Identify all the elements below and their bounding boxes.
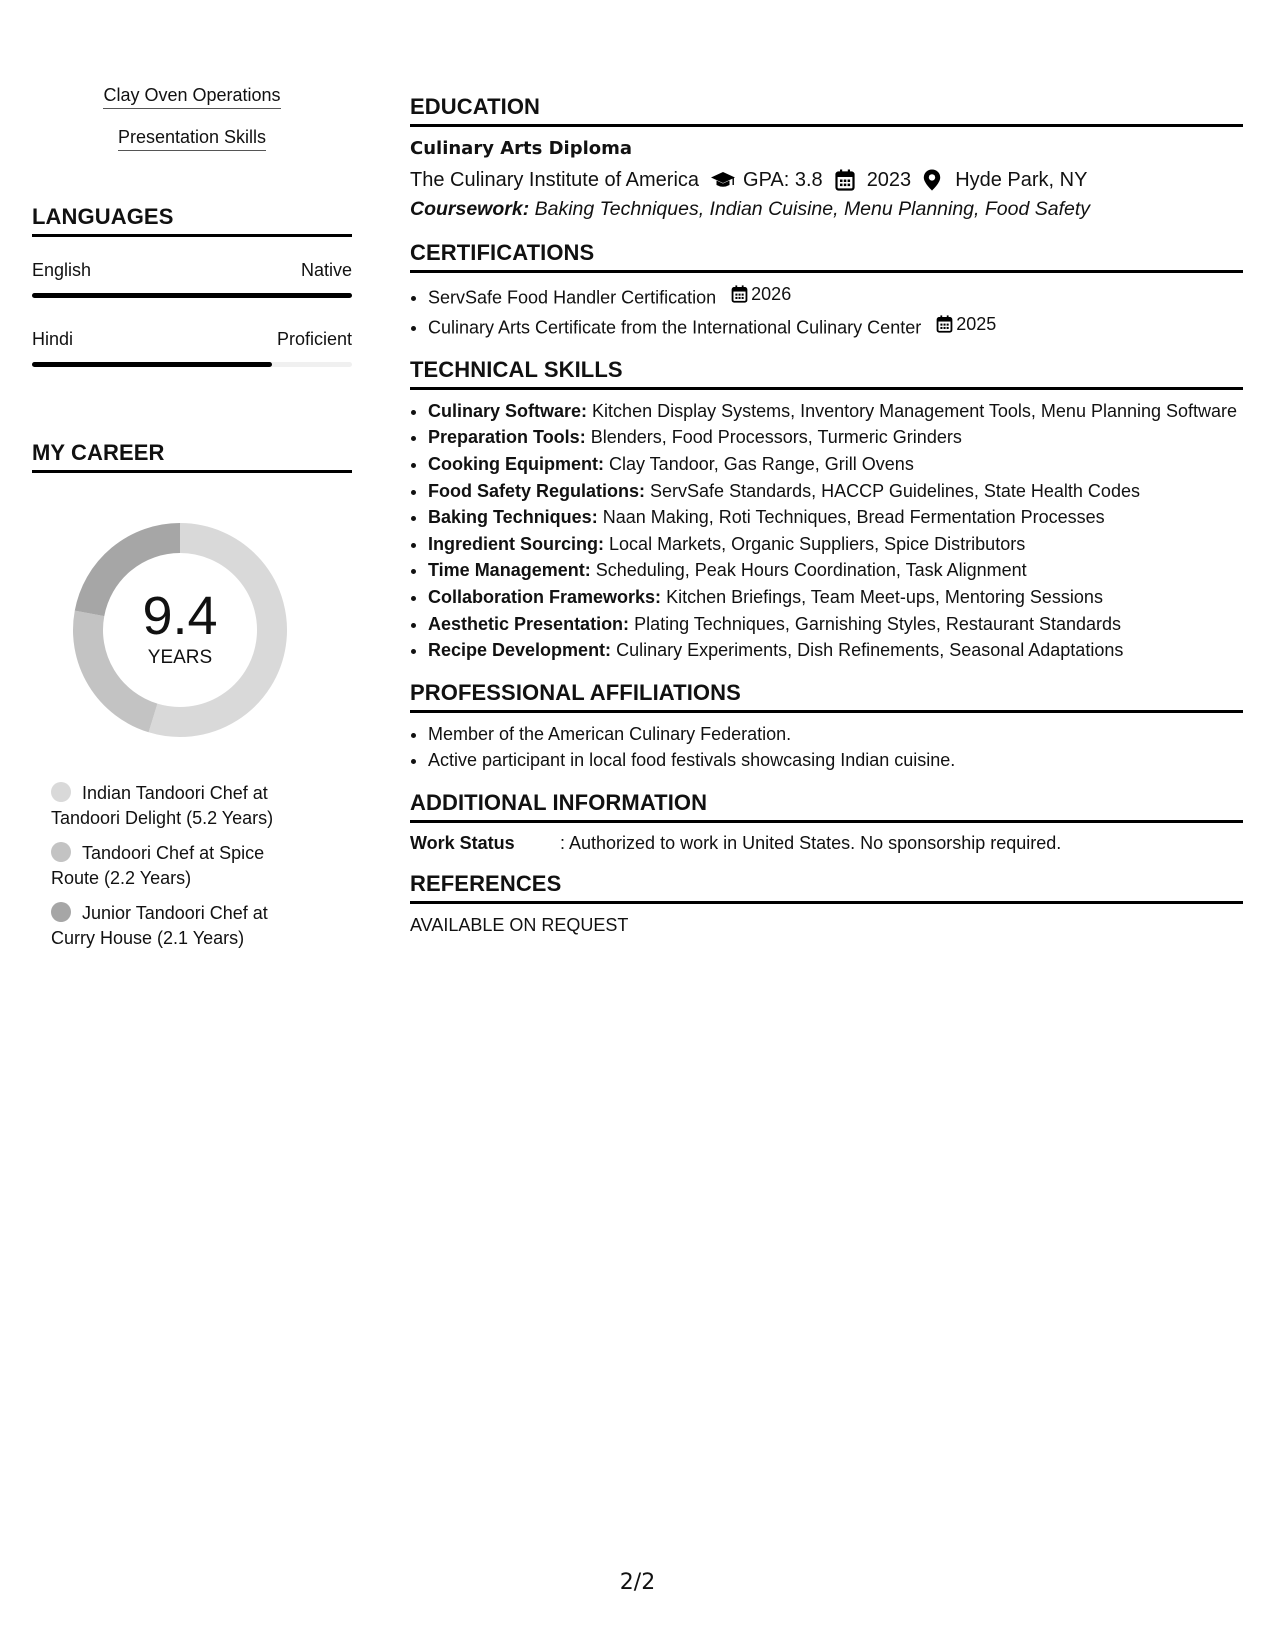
- skill-tags: [32, 84, 352, 151]
- career-legend-item: [51, 841, 301, 891]
- technical-skills-heading: TECHNICAL SKILLS: [410, 357, 1243, 390]
- work-status-row: [410, 831, 1243, 855]
- skill-category: Cooking Equipment:: [428, 453, 604, 474]
- career-legend-label: Junior Tandoori Chef at Curry House (2.1 Years): [51, 903, 268, 948]
- additional-info-section: [410, 790, 1243, 855]
- skill-values: Local Markets, Organic Suppliers, Spice Distributors: [609, 533, 1026, 554]
- graduation-year: 2023: [866, 169, 912, 191]
- references-heading: REFERENCES: [410, 871, 1243, 904]
- career-legend-label: Indian Tandoori Chef at Tandoori Delight (5.2 Years): [51, 783, 274, 828]
- affiliations-heading: PROFESSIONAL AFFILIATIONS: [410, 680, 1243, 713]
- skill-category: Time Management:: [428, 560, 591, 581]
- technical-skills-list: [410, 398, 1243, 664]
- legend-dot: [51, 782, 71, 802]
- degree-title: Culinary Arts Diploma: [410, 138, 633, 159]
- legend-dot: [51, 842, 71, 862]
- work-status-value: : Authorized to work in United States. No sponsorship required.: [560, 832, 1062, 853]
- technical-skill-item: [428, 478, 1243, 505]
- affiliation-item: • Active participant in local food festivals showcasing Indian cuisine.: [428, 747, 1243, 774]
- references-text: AVAILABLE ON REQUEST: [410, 914, 629, 935]
- coursework: [410, 194, 1243, 224]
- references-section: [410, 871, 1243, 937]
- language-level: Proficient: [276, 329, 352, 349]
- technical-skill-item: [428, 637, 1243, 664]
- affiliations-section: [410, 680, 1243, 774]
- affiliations-list: [410, 721, 1243, 774]
- education-details: [410, 166, 1243, 194]
- legend-dot: [51, 902, 71, 922]
- certification-item: [428, 311, 1243, 341]
- skill-values: Naan Making, Roti Techniques, Bread Fermentation Processes: [602, 507, 1105, 528]
- technical-skill-item: [428, 424, 1243, 451]
- certifications-list: [410, 281, 1243, 341]
- technical-skill-item: [428, 611, 1243, 638]
- skill-tag: Clay Oven Operations: [103, 84, 280, 109]
- calendar-icon: [936, 315, 956, 333]
- sidebar: [32, 84, 352, 961]
- certification-year: 2026: [751, 284, 792, 304]
- career-total-unit: YEARS: [147, 647, 213, 668]
- skill-category: Preparation Tools:: [428, 427, 586, 448]
- career-donut-chart: [65, 515, 295, 745]
- coursework-list: Baking Techniques, Indian Cuisine, Menu Planning, Food Safety: [534, 198, 1091, 220]
- institution-name: The Culinary Institute of America: [410, 169, 700, 191]
- skill-values: Clay Tandoor, Gas Range, Grill Ovens: [609, 453, 914, 474]
- language-bar-fill: [32, 362, 272, 367]
- technical-skill-item: [428, 557, 1243, 584]
- skill-category: Recipe Development:: [428, 640, 612, 661]
- language-row: [32, 259, 352, 298]
- certification-name: Culinary Arts Certificate from the International Culinary Center: [428, 317, 922, 338]
- language-bar: [32, 293, 352, 298]
- education-section: [410, 94, 1243, 224]
- career-legend-label: Tandoori Chef at Spice Route (2.2 Years): [51, 843, 265, 888]
- language-bar: [32, 362, 352, 367]
- main-content: [410, 94, 1243, 953]
- coursework-label: Coursework:: [410, 198, 530, 220]
- technical-skill-item: [428, 584, 1243, 611]
- calendar-icon: [835, 169, 857, 191]
- career-total-value: 9.4: [142, 586, 218, 646]
- skill-category: Collaboration Frameworks:: [428, 586, 662, 607]
- certifications-heading: CERTIFICATIONS: [410, 240, 1243, 273]
- skill-category: Baking Techniques:: [428, 507, 598, 528]
- work-status-label: Work Status: [410, 832, 515, 853]
- career-legend: [51, 781, 301, 951]
- technical-skill-item: [428, 398, 1243, 425]
- language-bar-fill: [32, 293, 352, 298]
- affiliation-item: • Member of the American Culinary Federation.: [428, 721, 1243, 748]
- skill-category: Culinary Software:: [428, 400, 588, 421]
- skill-tag: Presentation Skills: [118, 126, 266, 151]
- education-location: Hyde Park, NY: [955, 169, 1088, 191]
- education-heading: EDUCATION: [410, 94, 1243, 127]
- certification-item: [428, 281, 1243, 311]
- technical-skills-section: [410, 357, 1243, 664]
- languages-heading: LANGUAGES: [32, 204, 352, 237]
- skill-values: ServSafe Standards, HACCP Guidelines, State Health Codes: [650, 480, 1140, 501]
- career-heading: MY CAREER: [32, 440, 352, 473]
- language-level: Native: [300, 260, 352, 280]
- skill-category: Aesthetic Presentation:: [428, 613, 630, 634]
- skill-values: Culinary Experiments, Dish Refinements, Seasonal Adaptations: [616, 640, 1124, 661]
- skill-values: Blenders, Food Processors, Turmeric Grinders: [590, 427, 962, 448]
- skill-category: Food Safety Regulations:: [428, 480, 646, 501]
- career-legend-item: [51, 781, 301, 831]
- career-legend-item: [51, 901, 301, 951]
- skill-category: Ingredient Sourcing:: [428, 533, 605, 554]
- skill-values: Scheduling, Peak Hours Coordination, Task Alignment: [595, 560, 1027, 581]
- calendar-icon: [731, 285, 751, 303]
- certifications-section: [410, 240, 1243, 341]
- skill-values: Plating Techniques, Garnishing Styles, Restaurant Standards: [634, 613, 1122, 634]
- page-number: 2/2: [619, 1570, 656, 1595]
- language-row: [32, 328, 352, 367]
- location-pin-icon: [923, 169, 945, 191]
- additional-info-heading: ADDITIONAL INFORMATION: [410, 790, 1243, 823]
- skill-values: Kitchen Briefings, Team Meet-ups, Mentoring Sessions: [666, 586, 1103, 607]
- technical-skill-item: [428, 531, 1243, 558]
- graduation-cap-icon: [711, 169, 733, 191]
- certification-name: ServSafe Food Handler Certification: [428, 287, 717, 308]
- language-name: Hindi: [32, 329, 74, 349]
- technical-skill-item: [428, 504, 1243, 531]
- technical-skill-item: [428, 451, 1243, 478]
- gpa-value: GPA: 3.8: [743, 169, 823, 191]
- certification-year: 2025: [956, 313, 997, 334]
- language-name: English: [32, 260, 92, 280]
- skill-values: Kitchen Display Systems, Inventory Management Tools, Menu Planning Software: [592, 400, 1238, 421]
